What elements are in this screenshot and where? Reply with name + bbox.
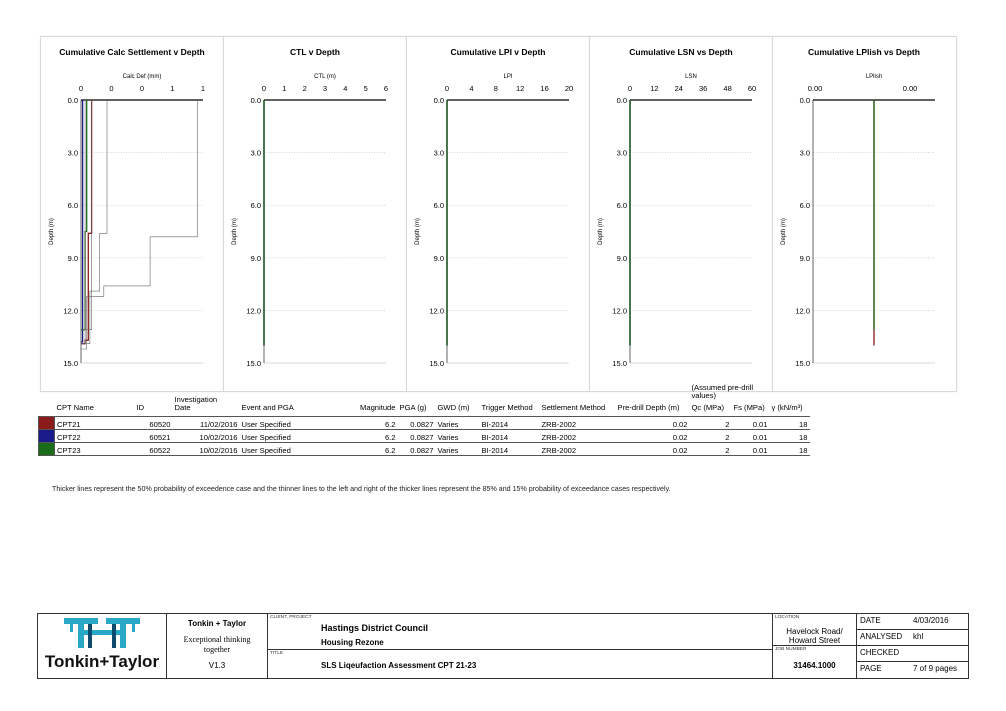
version: V1.3 <box>208 661 226 670</box>
analysed-value: khl <box>913 632 924 641</box>
col-id: ID <box>136 403 145 412</box>
table-row <box>39 430 810 443</box>
x-tick-label: 48 <box>723 84 732 93</box>
cell-qc: 2 <box>690 443 732 456</box>
col-pga: PGA (g) <box>399 403 427 412</box>
col-event: Event and PGA <box>241 403 294 412</box>
x-tick-label: 36 <box>699 84 708 93</box>
x-tick-label: 1 <box>282 84 287 93</box>
y-tick-label: 9.0 <box>67 253 78 263</box>
title-block <box>37 613 969 679</box>
chart-panel-lpi <box>406 36 591 392</box>
cpt22-swatch <box>39 430 55 443</box>
divider <box>268 649 772 650</box>
series-line-cpt21-right-15- <box>81 100 197 349</box>
inv-date-line2: Date <box>174 403 191 412</box>
cell-trigger: BI-2014 <box>480 443 540 456</box>
location-label: LOCATION <box>775 615 800 620</box>
cell-name: CPT23 <box>55 443 135 456</box>
cell-gwd: Varies <box>436 443 480 456</box>
col-gamma: γ (kN/m³) <box>771 403 803 412</box>
y-tick-label: 3.0 <box>799 148 810 158</box>
cell-settlement: ZRB-2002 <box>540 417 616 430</box>
y-tick-label: 9.0 <box>433 253 444 263</box>
x-tick-label: 20 <box>564 84 574 93</box>
y-tick-label: 9.0 <box>616 253 627 263</box>
settlement-chart <box>41 37 224 391</box>
tagline-1: Exceptional thinking <box>183 635 251 644</box>
x-axis-label: CTL (m) <box>314 74 336 80</box>
y-axis-label: Depth (m) <box>49 218 55 245</box>
chart-title: Cumulative LPI v Depth <box>450 47 546 57</box>
lsn-chart <box>590 37 773 391</box>
col-settlement: Settlement Method <box>541 403 606 412</box>
cell-fs: 0.01 <box>732 430 770 443</box>
y-tick-label: 3.0 <box>250 148 261 158</box>
cell-date: 11/02/2016 <box>173 417 240 430</box>
chart-title: Cumulative LSN vs Depth <box>629 47 733 57</box>
y-axis-label: Depth (m) <box>415 218 421 245</box>
x-tick-label: 0 <box>109 84 114 93</box>
date-value: 4/03/2016 <box>913 616 949 625</box>
probability-note: Thicker lines represent the 50% probability of exceedence case and the thinner lines to the left and right of the thicker lines represent the 85% and 15% probability of exceedance cases respectively. <box>52 485 671 493</box>
x-axis-label: LPI <box>503 74 513 80</box>
table-row <box>39 417 810 430</box>
assumed-predrill-note: (Assumed pre-drill values) <box>691 383 754 400</box>
x-tick-label: 16 <box>540 84 549 93</box>
col-magnitude: Magnitude <box>360 403 396 412</box>
drawing-title: SLS Liqeufaction Assessment CPT 21-23 <box>321 661 477 670</box>
job-label: JOB NUMBER <box>775 647 807 652</box>
y-tick-label: 0.0 <box>67 96 78 105</box>
cell-id: 60520 <box>135 417 173 430</box>
divider <box>773 645 856 646</box>
y-tick-label: 0.0 <box>250 96 261 105</box>
y-tick-label: 12.0 <box>429 306 444 316</box>
x-tick-label: 4 <box>343 84 348 93</box>
x-tick-label: 0 <box>444 84 450 93</box>
y-tick-label: 6.0 <box>433 201 444 211</box>
company-name: Tonkin + Taylor <box>187 619 247 628</box>
x-tick-label: 4 <box>469 84 474 93</box>
client-name: Hastings District Council <box>321 623 429 633</box>
cell-pga: 0.0827 <box>398 443 436 456</box>
tagline-2: together <box>203 645 231 654</box>
y-tick-label: 0.0 <box>433 96 444 105</box>
cell-event: User Specified <box>240 443 354 456</box>
x-tick-label: 0 <box>78 84 84 93</box>
chart-panel-ctl <box>223 36 408 392</box>
col-investigation-date <box>173 396 240 412</box>
y-tick-label: 3.0 <box>616 148 627 158</box>
y-tick-label: 15.0 <box>795 359 810 368</box>
cell-mag: 6.2 <box>354 430 398 443</box>
y-axis-label: Depth (m) <box>598 218 604 245</box>
y-tick-label: 12.0 <box>612 306 627 316</box>
cell-fs: 0.01 <box>732 417 770 430</box>
col-cpt-name: CPT Name <box>56 403 94 412</box>
location-cell <box>773 614 857 678</box>
chart-title: CTL v Depth <box>290 47 340 57</box>
title-label: TITLE <box>270 651 284 656</box>
chart-title: Cumulative LPlish vs Depth <box>808 47 920 57</box>
x-tick-label: 0 <box>261 84 267 93</box>
x-axis-label: Calc Def (mm) <box>122 74 162 80</box>
location-line1: Havelock Road/ <box>786 627 843 636</box>
chart-title: Cumulative Calc Settlement v Depth <box>59 47 205 57</box>
cell-trigger: BI-2014 <box>480 430 540 443</box>
y-tick-label: 9.0 <box>250 253 261 263</box>
x-tick-label: 12 <box>516 84 525 93</box>
x-axis-label: LSN <box>685 74 697 80</box>
y-axis-label: Depth (m) <box>781 218 787 245</box>
x-tick-label: 1 <box>200 84 206 93</box>
cell-date: 10/02/2016 <box>173 430 240 443</box>
y-tick-label: 6.0 <box>616 201 627 211</box>
y-tick-label: 12.0 <box>795 306 810 316</box>
cell-mag: 6.2 <box>354 417 398 430</box>
project-name: Housing Rezone <box>321 638 384 647</box>
y-tick-label: 9.0 <box>799 253 810 263</box>
series-line-cpt23 <box>81 100 87 330</box>
chart-panel-lsn <box>589 36 774 392</box>
table-header-row <box>39 396 810 412</box>
cpt23-swatch <box>39 443 55 456</box>
y-tick-label: 15.0 <box>612 359 627 368</box>
cell-predrill: 0.02 <box>616 430 690 443</box>
y-tick-label: 0.0 <box>616 96 627 105</box>
y-tick-label: 15.0 <box>63 359 78 368</box>
inv-date-line1: Investigation <box>174 395 218 404</box>
company-cell <box>167 614 268 678</box>
page-value: 7 of 9 pages <box>913 664 958 673</box>
x-tick-label: 3 <box>322 84 328 93</box>
x-tick-label: 0 <box>627 84 633 93</box>
x-tick-label: 1 <box>170 84 175 93</box>
x-tick-label: 0.00 <box>902 84 918 93</box>
cell-gwd: Varies <box>436 417 480 430</box>
lpi-chart <box>407 37 590 391</box>
chart-panel-settlement <box>40 36 225 392</box>
cell-fs: 0.01 <box>732 443 770 456</box>
y-tick-label: 6.0 <box>799 201 810 211</box>
x-tick-label: 8 <box>493 84 498 93</box>
y-tick-label: 15.0 <box>429 359 444 368</box>
cell-gamma: 18 <box>770 443 810 456</box>
x-tick-label: 60 <box>747 84 757 93</box>
y-tick-label: 6.0 <box>67 201 78 211</box>
cpt21-swatch <box>39 417 55 430</box>
job-number: 31464.1000 <box>793 661 836 670</box>
cell-predrill: 0.02 <box>616 417 690 430</box>
cell-trigger: BI-2014 <box>480 417 540 430</box>
cell-pga: 0.0827 <box>398 417 436 430</box>
cell-settlement: ZRB-2002 <box>540 443 616 456</box>
tt-logo-icon <box>62 616 142 650</box>
y-tick-label: 3.0 <box>67 148 78 158</box>
y-tick-label: 15.0 <box>246 359 261 368</box>
cell-gamma: 18 <box>770 430 810 443</box>
cell-id: 60522 <box>135 443 173 456</box>
ctl-chart <box>224 37 407 391</box>
col-fs: Fs (MPa) <box>733 403 765 412</box>
meta-cell <box>857 614 968 678</box>
y-tick-label: 3.0 <box>433 148 444 158</box>
y-axis-label: Depth (m) <box>232 218 238 245</box>
cell-settlement: ZRB-2002 <box>540 430 616 443</box>
cell-qc: 2 <box>690 417 732 430</box>
analysed-label: ANALYSED <box>860 632 903 641</box>
cell-name: CPT21 <box>55 417 135 430</box>
cell-name: CPT22 <box>55 430 135 443</box>
col-trigger: Trigger Method <box>481 403 533 412</box>
lplish-chart <box>773 37 956 391</box>
x-axis-label: LPlish <box>865 74 883 80</box>
logo-cell <box>38 614 167 678</box>
cell-predrill: 0.02 <box>616 443 690 456</box>
cell-id: 60521 <box>135 430 173 443</box>
client-label: CLIENT, PROJECT <box>270 615 312 620</box>
x-tick-label: 0 <box>139 84 145 93</box>
project-cell <box>268 614 773 678</box>
y-tick-label: 6.0 <box>250 201 261 211</box>
cell-event: User Specified <box>240 430 354 443</box>
x-tick-label: 5 <box>363 84 368 93</box>
y-tick-label: 0.0 <box>799 96 810 105</box>
table-row <box>39 443 810 456</box>
x-tick-label: 24 <box>674 84 683 93</box>
x-tick-label: 6 <box>383 84 389 93</box>
location-line2: Howard Street <box>788 636 841 645</box>
chart-panel-lplish <box>772 36 957 392</box>
page-label: PAGE <box>860 664 882 673</box>
cell-event: User Specified <box>240 417 354 430</box>
y-tick-label: 12.0 <box>246 306 261 316</box>
checked-label: CHECKED <box>860 648 900 657</box>
x-tick-label: 12 <box>650 84 659 93</box>
date-label: DATE <box>860 616 881 625</box>
cell-mag: 6.2 <box>354 443 398 456</box>
cell-pga: 0.0827 <box>398 430 436 443</box>
cell-date: 10/02/2016 <box>173 443 240 456</box>
qc-label: Qc (MPa) <box>691 403 724 412</box>
parameter-table <box>38 383 810 456</box>
cell-gwd: Varies <box>436 430 480 443</box>
x-tick-label: 0.00 <box>807 84 823 93</box>
cell-gamma: 18 <box>770 417 810 430</box>
col-predrill: Pre-drill Depth (m) <box>617 403 680 412</box>
y-tick-label: 12.0 <box>63 306 78 316</box>
cell-qc: 2 <box>690 430 732 443</box>
logo-text: Tonkin+Taylor <box>44 652 160 671</box>
col-gwd: GWD (m) <box>437 403 470 412</box>
x-tick-label: 2 <box>302 84 307 93</box>
